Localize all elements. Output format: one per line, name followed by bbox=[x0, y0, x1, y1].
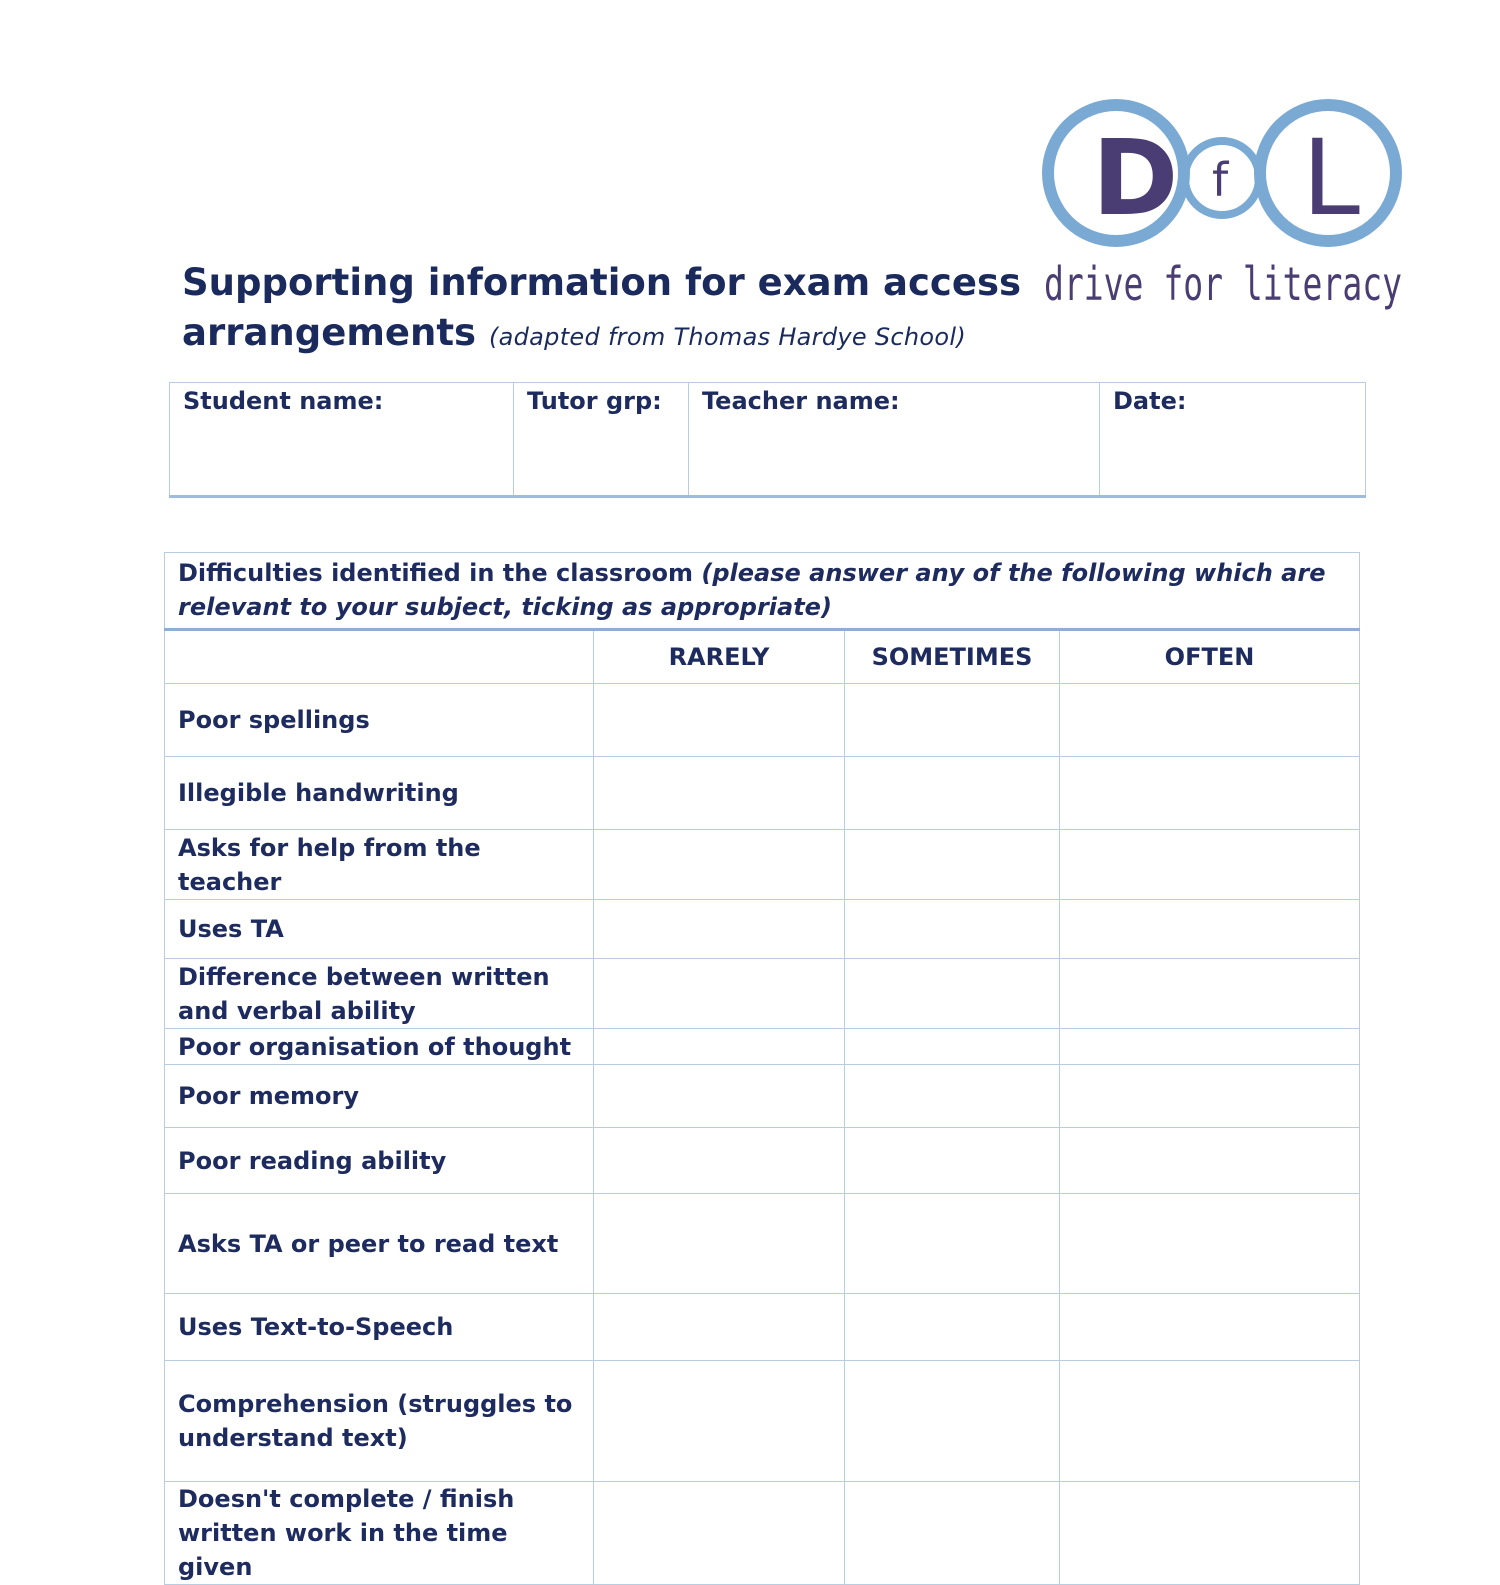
tick-cell-rarely[interactable] bbox=[594, 1065, 845, 1128]
tick-cell-rarely[interactable] bbox=[594, 684, 845, 757]
tick-cell-sometimes[interactable] bbox=[845, 684, 1060, 757]
difficulty-label: Uses Text-to-Speech bbox=[165, 1294, 594, 1361]
table-row bbox=[165, 1361, 1360, 1482]
tick-cell-sometimes[interactable] bbox=[845, 1194, 1060, 1294]
tick-cell-rarely[interactable] bbox=[594, 1361, 845, 1482]
tick-cell-rarely[interactable] bbox=[594, 959, 845, 1029]
tick-cell-sometimes[interactable] bbox=[845, 1294, 1060, 1361]
date-field[interactable]: Date: bbox=[1100, 383, 1366, 497]
difficulty-label: Doesn't complete / finish written work in the time given bbox=[165, 1482, 594, 1585]
teacher-name-field[interactable]: Teacher name: bbox=[689, 383, 1100, 497]
difficulties-table bbox=[164, 552, 1360, 1585]
tick-cell-sometimes[interactable] bbox=[845, 959, 1060, 1029]
table-row bbox=[165, 1065, 1360, 1128]
column-header-sometimes: SOMETIMES bbox=[845, 630, 1060, 684]
tick-cell-rarely[interactable] bbox=[594, 757, 845, 830]
tick-cell-rarely[interactable] bbox=[594, 1194, 845, 1294]
column-header-often: OFTEN bbox=[1060, 630, 1360, 684]
tutor-group-field[interactable]: Tutor grp: bbox=[514, 383, 689, 497]
tick-cell-sometimes[interactable] bbox=[845, 1128, 1060, 1194]
tick-cell-often[interactable] bbox=[1060, 1194, 1360, 1294]
tick-cell-often[interactable] bbox=[1060, 757, 1360, 830]
tick-cell-sometimes[interactable] bbox=[845, 1361, 1060, 1482]
student-name-field[interactable]: Student name: bbox=[170, 383, 514, 497]
table-row bbox=[165, 757, 1360, 830]
tick-cell-often[interactable] bbox=[1060, 900, 1360, 959]
difficulty-label: Difference between written and verbal ability bbox=[165, 959, 594, 1029]
logo-letter-f: f bbox=[1212, 153, 1229, 207]
tick-cell-rarely[interactable] bbox=[594, 1294, 845, 1361]
tick-cell-often[interactable] bbox=[1060, 684, 1360, 757]
difficulty-label: Illegible handwriting bbox=[165, 757, 594, 830]
tick-cell-sometimes[interactable] bbox=[845, 757, 1060, 830]
table-row bbox=[165, 830, 1360, 900]
difficulty-label: Poor spellings bbox=[165, 684, 594, 757]
difficulty-label: Poor memory bbox=[165, 1065, 594, 1128]
tick-cell-sometimes[interactable] bbox=[845, 1065, 1060, 1128]
table-row bbox=[165, 1029, 1360, 1065]
title-main: Supporting information for exam access arrangements bbox=[182, 261, 1022, 354]
logo-tagline: drive for literacy bbox=[1044, 257, 1402, 311]
tick-cell-often[interactable] bbox=[1060, 1065, 1360, 1128]
table-row bbox=[165, 1194, 1360, 1294]
tick-cell-often[interactable] bbox=[1060, 1294, 1360, 1361]
table-row bbox=[165, 900, 1360, 959]
student-info-table bbox=[169, 382, 1366, 498]
page-title bbox=[182, 258, 1022, 362]
tick-cell-sometimes[interactable] bbox=[845, 1482, 1060, 1585]
table-row bbox=[165, 1482, 1360, 1585]
tick-cell-often[interactable] bbox=[1060, 830, 1360, 900]
tick-cell-rarely[interactable] bbox=[594, 1128, 845, 1194]
column-header-rarely: RARELY bbox=[594, 630, 845, 684]
title-subtitle: (adapted from Thomas Hardye School) bbox=[488, 323, 967, 351]
logo-letter-d: D bbox=[1092, 117, 1179, 239]
tick-cell-rarely[interactable] bbox=[594, 1482, 845, 1585]
tick-cell-often[interactable] bbox=[1060, 1029, 1360, 1065]
table-row bbox=[165, 1294, 1360, 1361]
difficulty-label: Asks for help from the teacher bbox=[165, 830, 594, 900]
difficulty-label: Poor reading ability bbox=[165, 1128, 594, 1194]
dfl-logo bbox=[1040, 90, 1410, 320]
tick-cell-rarely[interactable] bbox=[594, 830, 845, 900]
difficulties-instruction: (please answer any of the following which are relevant to your subject, ticking as appropriate) bbox=[178, 559, 1326, 621]
difficulties-heading-cell bbox=[165, 553, 1360, 630]
tick-cell-often[interactable] bbox=[1060, 959, 1360, 1029]
tick-cell-sometimes[interactable] bbox=[845, 1029, 1060, 1065]
tick-cell-rarely[interactable] bbox=[594, 1029, 845, 1065]
table-row bbox=[165, 684, 1360, 757]
tick-cell-sometimes[interactable] bbox=[845, 830, 1060, 900]
difficulties-heading: Difficulties identified in the classroom bbox=[178, 559, 694, 587]
tick-cell-often[interactable] bbox=[1060, 1361, 1360, 1482]
difficulty-label: Poor organisation of thought bbox=[165, 1029, 594, 1065]
tick-cell-often[interactable] bbox=[1060, 1128, 1360, 1194]
blank-header-cell bbox=[165, 630, 594, 684]
difficulty-label: Asks TA or peer to read text bbox=[165, 1194, 594, 1294]
tick-cell-rarely[interactable] bbox=[594, 900, 845, 959]
tick-cell-sometimes[interactable] bbox=[845, 900, 1060, 959]
tick-cell-often[interactable] bbox=[1060, 1482, 1360, 1585]
table-row bbox=[165, 1128, 1360, 1194]
logo-letter-l: L bbox=[1302, 117, 1360, 239]
difficulty-label: Comprehension (struggles to understand text) bbox=[165, 1361, 594, 1482]
difficulty-label: Uses TA bbox=[165, 900, 594, 959]
table-row bbox=[165, 959, 1360, 1029]
